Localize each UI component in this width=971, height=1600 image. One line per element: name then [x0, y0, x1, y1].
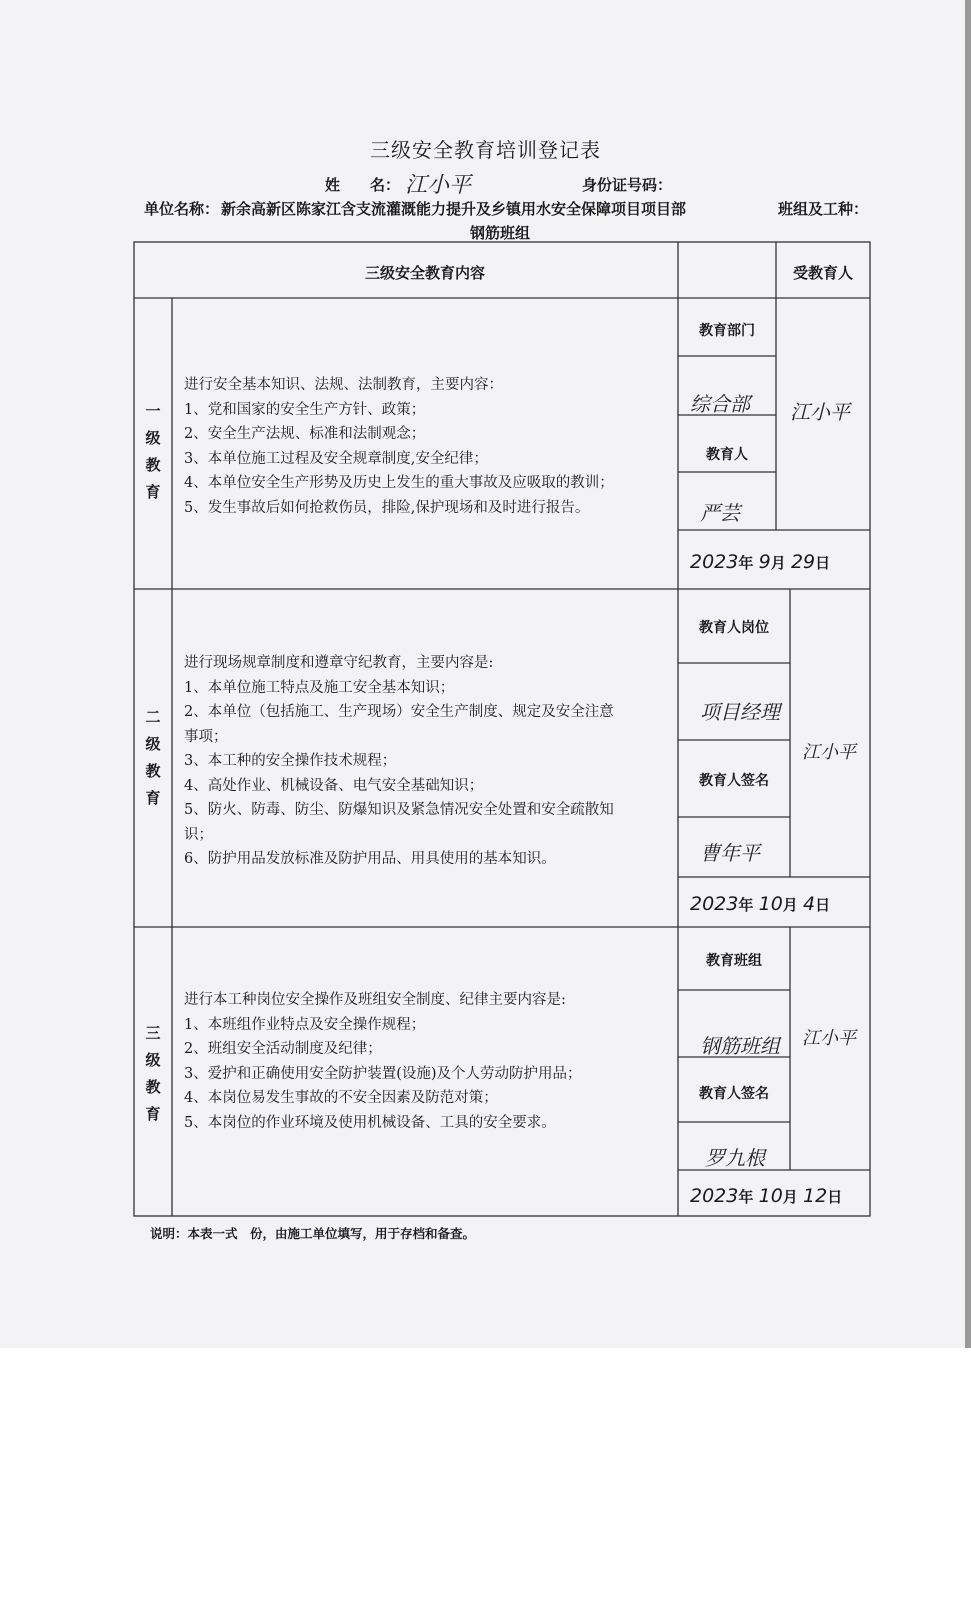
level-3-item: 5、本岗位的作业环境及使用机械设备、工具的安全要求。 — [184, 1114, 556, 1131]
level-1-department-value: 综合部 — [690, 392, 750, 416]
header-content: 三级安全教育内容 — [364, 264, 485, 282]
year-char: 年 — [738, 1188, 754, 1206]
level-2-content — [184, 651, 614, 872]
month-char: 月 — [770, 554, 786, 572]
level-1-department-label: 教育部门 — [699, 323, 755, 339]
level-3-label-text: 三级教育 — [145, 1024, 161, 1123]
level-3-content — [184, 988, 582, 1135]
level-2-item: 识； — [184, 826, 213, 843]
level-2-educator-label: 教育人签名 — [699, 773, 769, 789]
level-2-educator-signature: 曹年平 — [700, 841, 760, 865]
level-1-content — [184, 373, 614, 520]
footer-note: 说明：本表一式 份，由施工单位填写，用于存档和备查。 — [150, 1226, 476, 1241]
level-1-date-day: 29 — [790, 551, 816, 573]
level-1-item: 1、党和国家的安全生产方针、政策； — [184, 401, 426, 418]
level-1-item: 4、本单位安全生产形势及历史上发生的重大事故及应吸取的教训； — [184, 475, 614, 491]
level-2-item: 4、高处作业、机械设备、电气安全基础知识； — [184, 777, 484, 794]
level-3-educator-label: 教育人签名 — [699, 1086, 769, 1102]
level-3-item: 2、班组安全活动制度及纪律； — [184, 1041, 382, 1057]
level-1-trainee-signature: 江小平 — [790, 400, 850, 424]
year-char: 年 — [738, 896, 754, 914]
level-3-item: 1、本班组作业特点及安全操作规程； — [184, 1016, 426, 1033]
level-1-educator-label: 教育人 — [706, 447, 748, 463]
day-char: 日 — [815, 896, 831, 914]
header-trainee: 受教育人 — [792, 264, 853, 282]
level-3-intro: 进行本工种岗位安全操作及班组安全制度、纪律主要内容是: — [184, 992, 566, 1008]
level-3-date — [690, 1185, 842, 1207]
level-3-date-day: 12 — [803, 1185, 828, 1207]
level-1-date — [690, 551, 830, 573]
level-2-position-label: 教育人岗位 — [699, 620, 769, 636]
level-1-item: 3、本单位施工过程及安全规章制度,安全纪律； — [184, 450, 488, 467]
level-2-label — [134, 704, 172, 812]
level-2-item: 2、本单位（包括施工、生产现场）安全生产制度、规定及安全注意 — [184, 704, 614, 720]
name-signature: 江小平 — [405, 173, 472, 198]
level-3-item: 4、本岗位易发生事故的不安全因素及防范对策； — [184, 1090, 498, 1106]
month-char: 月 — [782, 896, 798, 914]
level-3-date-month: 10 — [758, 1185, 783, 1207]
level-2-date-year: 2023 — [690, 893, 739, 915]
document-title: 三级安全教育培训登记表 — [370, 138, 601, 162]
unit-name-label: 单位名称： — [144, 200, 220, 218]
day-char: 日 — [827, 1188, 843, 1206]
team-label: 班组及工种： — [778, 200, 869, 218]
level-3-date-year: 2023 — [690, 1185, 739, 1207]
level-1-date-year: 2023 — [690, 551, 739, 573]
level-2-date-day: 4 — [803, 893, 816, 915]
id-number-label: 身份证号码： — [582, 176, 673, 194]
level-3-label — [134, 1020, 172, 1128]
level-2-trainee-signature: 江小平 — [802, 742, 856, 763]
level-3-team-value: 钢筋班组 — [700, 1034, 780, 1058]
level-1-item: 2、安全生产法规、标准和法制观念； — [184, 426, 426, 442]
level-2-item: 事项； — [184, 728, 228, 745]
level-2-intro: 进行现场规章制度和遵章守纪教育，主要内容是: — [184, 655, 494, 671]
level-3-item: 3、爱护和正确使用安全防护装置(设施)及个人劳动防护用品； — [184, 1065, 582, 1082]
day-char: 日 — [815, 554, 831, 572]
level-2-date — [690, 893, 830, 915]
level-3-trainee-signature: 江小平 — [802, 1028, 856, 1049]
level-3-educator-signature: 罗九根 — [705, 1146, 765, 1170]
unit-name-value: 新余高新区陈家江含支流灌溉能力提升及乡镇用水安全保障项目项目部 — [221, 200, 687, 218]
level-2-item: 1、本单位施工特点及施工安全基本知识； — [184, 679, 455, 696]
level-2-position-value: 项目经理 — [700, 700, 780, 724]
level-1-educator-signature: 严芸 — [700, 501, 740, 525]
month-char: 月 — [782, 1188, 798, 1206]
level-2-date-month: 10 — [758, 893, 783, 915]
team-value: 钢筋班组 — [470, 224, 531, 242]
year-char: 年 — [738, 554, 754, 572]
level-1-item: 5、发生事故后如何抢救伤员，排险,保护现场和及时进行报告。 — [184, 499, 590, 516]
level-1-label-text: 一级教育 — [145, 402, 161, 501]
name-label: 姓 名： — [325, 176, 401, 194]
level-2-item: 5、防火、防毒、防尘、防爆知识及紧急情况安全处置和安全疏散知 — [184, 802, 614, 818]
level-2-item: 3、本工种的安全操作技术规程； — [184, 753, 397, 769]
level-2-item: 6、防护用品发放标准及防护用品、用具使用的基本知识。 — [184, 851, 556, 867]
level-1-label — [134, 398, 172, 506]
level-2-label-text: 二级教育 — [145, 708, 161, 807]
level-1-intro: 进行安全基本知识、法规、法制教育，主要内容： — [184, 377, 503, 393]
level-1-date-month: 9 — [758, 551, 771, 573]
level-3-team-label: 教育班组 — [706, 953, 762, 969]
